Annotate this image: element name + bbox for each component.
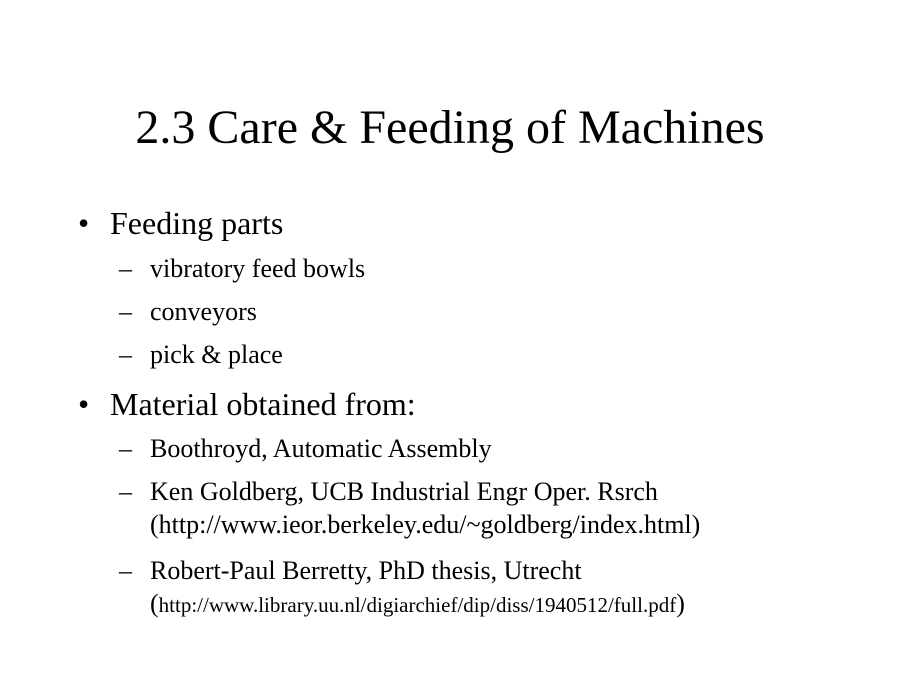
dash-icon: – — [119, 254, 132, 283]
bullet-icon: • — [78, 205, 90, 241]
paren-close: ) — [676, 589, 685, 618]
dash-icon: – — [119, 340, 132, 369]
sub-item-text: Robert-Paul Berretty, PhD thesis, Utrecht — [150, 556, 582, 585]
slide-title: 2.3 Care & Feeding of Machines — [135, 101, 765, 154]
bullet-item — [78, 384, 416, 424]
sub-item-text: pick & place — [150, 340, 283, 369]
sub-item-text: Ken Goldberg, UCB Industrial Engr Oper. Rsrch — [150, 477, 658, 506]
sub-item — [119, 252, 365, 285]
dash-icon: – — [119, 477, 132, 506]
bullet-icon: • — [78, 386, 90, 422]
sub-item-text: vibratory feed bowls — [150, 254, 366, 283]
bullet-text: Material obtained from: — [110, 386, 416, 422]
sub-item — [119, 475, 700, 541]
dash-icon: – — [119, 434, 132, 463]
sub-item — [119, 295, 257, 328]
sub-item-url: http://www.library.uu.nl/digiarchief/dip/diss/1940512/full.pdf — [158, 593, 677, 617]
bullet-item — [78, 203, 283, 243]
sub-item-text: Boothroyd, Automatic Assembly — [150, 434, 492, 463]
sub-item — [119, 338, 283, 371]
sub-item — [119, 554, 685, 622]
sub-item-text: conveyors — [150, 297, 257, 326]
bullet-text: Feeding parts — [110, 205, 284, 241]
sub-item-url: (http://www.ieor.berkeley.edu/~goldberg/index.html) — [150, 510, 701, 539]
dash-icon: – — [119, 556, 132, 585]
sub-item — [119, 432, 492, 465]
paren-open: ( — [150, 589, 159, 618]
sub-item-url-line — [119, 587, 685, 622]
dash-icon: – — [119, 297, 132, 326]
